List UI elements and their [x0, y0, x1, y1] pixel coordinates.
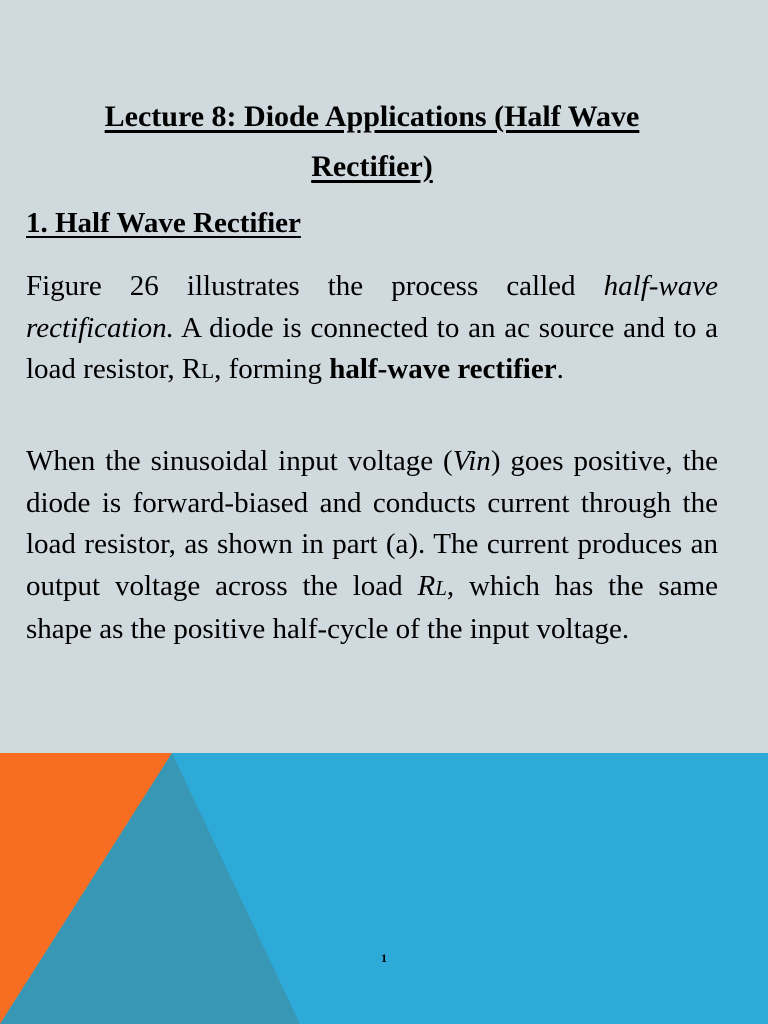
paragraph2-subscript-l: L: [435, 575, 447, 600]
paragraph2-italic-r: R: [417, 569, 436, 602]
paragraph2-text-1: When the sinusoidal input voltage (: [26, 445, 453, 477]
decorative-bottom-band: [0, 753, 768, 1024]
paragraph-positive-half-cycle: [26, 441, 718, 651]
page-number: 1: [381, 951, 387, 965]
paragraph2-italic-vin: Vin: [452, 445, 491, 477]
paragraph1-text-4: .: [556, 353, 564, 386]
page-title: Lecture 8: Diode Applications (Half Wave Rectifier): [104, 100, 640, 183]
paragraph-half-wave-definition: [26, 266, 718, 393]
paragraph1-italic-term: half-wave rectification.: [26, 270, 718, 344]
paragraph2-text-2: ) goes positive, the diode is forward-biased and conducts current through the load resistor, as shown in part (a). The current produces an output voltage across the load: [26, 445, 718, 602]
paragraph2-text-3: , which has the same shape as the positive half-cycle of the input voltage.: [26, 569, 718, 646]
paragraph1-text-3: , forming: [214, 353, 330, 386]
section-heading: 1. Half Wave Rectifier: [26, 207, 301, 239]
paragraph1-bold-term: half-wave rectifier: [329, 353, 557, 386]
paragraph1-text-2: A diode is connected to an ac source and to a load resistor, R: [26, 311, 718, 386]
paragraph1-subscript: L: [201, 359, 215, 384]
paragraph1-text-1: Figure 26 illustrates the process called: [26, 270, 604, 302]
